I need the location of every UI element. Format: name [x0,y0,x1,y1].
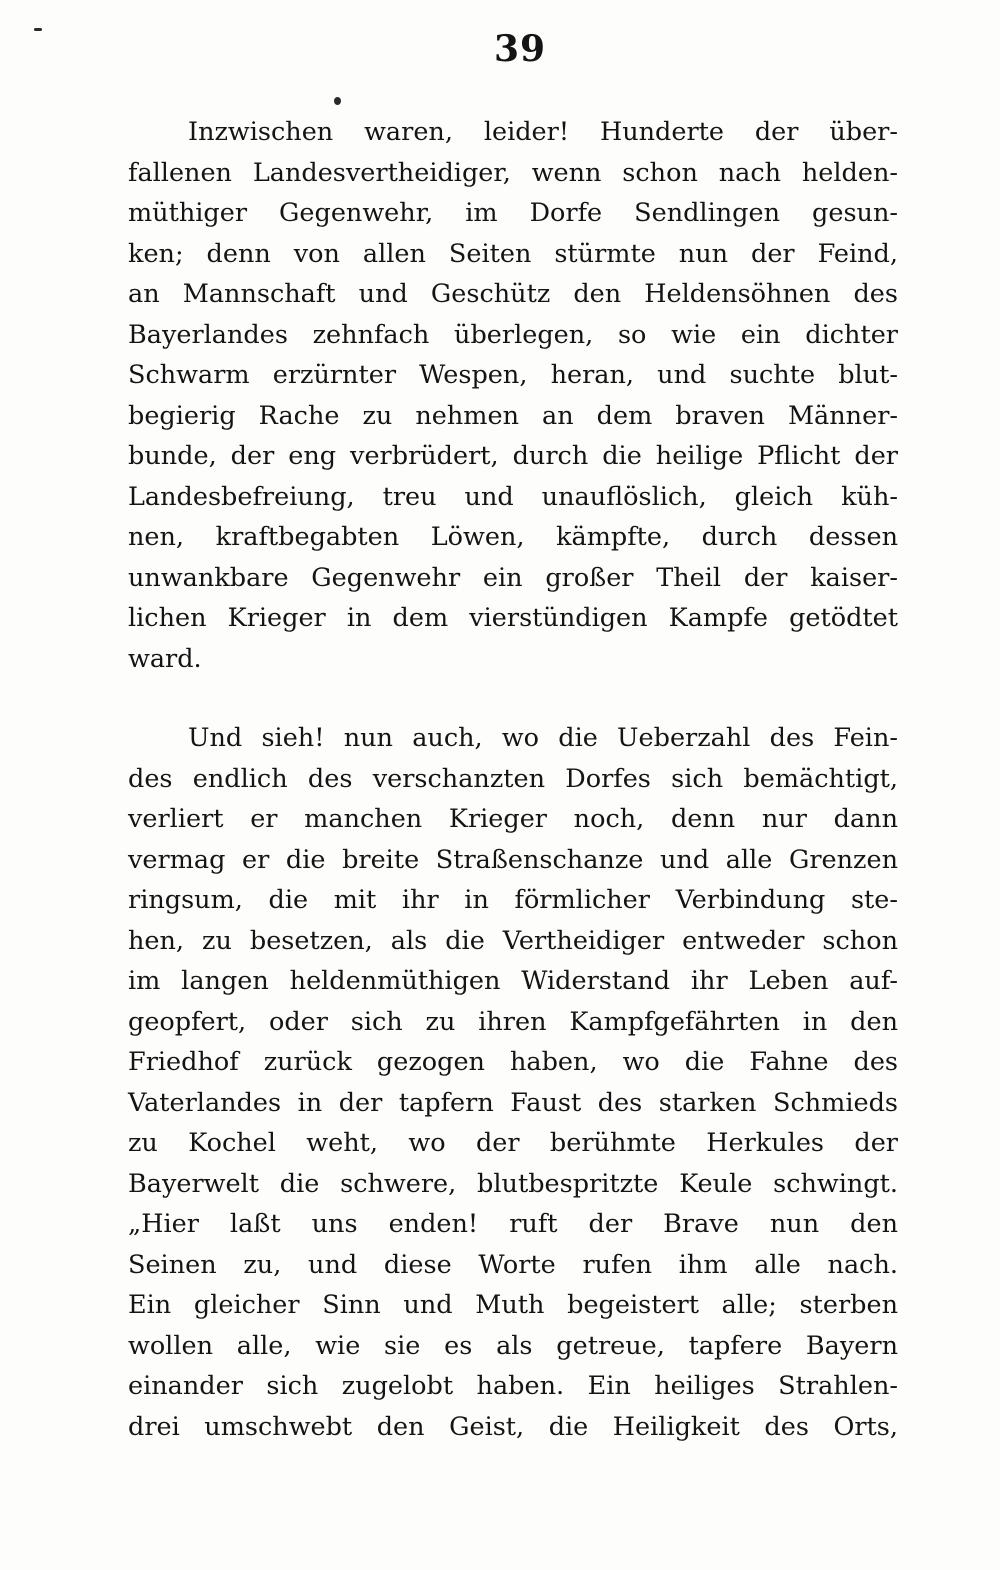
text-line: vermag er die breite Straßenschanze und alle Grenzen [128,844,898,875]
text-line: Ein gleicher Sinn und Muth begeistert alle; sterben [128,1290,898,1320]
text-line: drei umschwebt den Geist, die Heiligkeit des Orts, [128,1411,898,1442]
text-line: Inzwischen waren, leider! Hunderte der über- [188,117,898,147]
text-line: begierig Rache zu nehmen an dem braven Männer- [128,400,898,431]
text-line: ken; denn von allen Seiten stürmte nun der Feind, [128,238,898,269]
text-line: wollen alle, wie sie es als getreue, tapfere Bayern [128,1330,898,1361]
text-line: unwankbare Gegenwehr ein großer Theil der kaiser- [128,562,898,593]
text-line: Bayerlandes zehnfach überlegen, so wie ein dichter [128,319,898,350]
text-line: ringsum, die mit ihr in förmlicher Verbindung ste- [128,885,898,915]
text-line: Schwarm erzürnter Wespen, heran, und suchte blut- [128,360,898,390]
paragraph-1 [128,112,898,679]
text-line: einander sich zugelobt haben. Ein heiliges Strahlen- [128,1371,898,1401]
text-line: im langen heldenmüthigen Widerstand ihr Leben auf- [128,966,898,996]
text-line: Bayerwelt die schwere, blutbespritzte Keule schwingt. [128,1168,898,1199]
text-line: müthiger Gegenwehr, im Dorfe Sendlingen gesun- [128,198,898,228]
page-number: 39 [493,28,547,70]
text-line: des endlich des verschanzten Dorfes sich bemächtigt, [128,763,898,794]
ink-speck-corner [34,28,42,31]
text-line: Vaterlandes in der tapfern Faust des starken Schmieds [128,1087,898,1118]
text-line: „Hier laßt uns enden! ruft der Brave nun den [128,1209,898,1239]
text-line: Friedhof zurück gezogen haben, wo die Fahne des [128,1047,898,1077]
text-line: verliert er manchen Krieger noch, denn nur dann [128,804,898,834]
text-line: Und sieh! nun auch, wo die Ueberzahl des Fein- [188,723,898,753]
text-line: fallenen Landesvertheidiger, wenn schon nach helden- [128,157,898,188]
text-line: zu Kochel weht, wo der berühmte Herkules der [128,1128,898,1158]
text-line: hen, zu besetzen, als die Vertheidiger entweder schon [128,925,898,956]
text-line: ward. [128,643,202,674]
text-line: Seinen zu, und diese Worte rufen ihm alle nach. [128,1249,898,1280]
text-line: geopfert, oder sich zu ihren Kampfgefährten in den [128,1006,898,1037]
text-line: lichen Krieger in dem vierstündigen Kampfe getödtet [128,603,898,633]
paragraph-2 [128,718,898,1447]
text-line: Landesbefreiung, treu und unauflöslich, gleich küh- [128,481,898,512]
text-line: an Mannschaft und Geschütz den Heldensöhnen des [128,279,898,309]
text-line: bunde, der eng verbrüdert, durch die heilige Pflicht der [128,441,898,471]
ink-speck-top [334,97,341,105]
text-line: nen, kraftbegabten Löwen, kämpfte, durch dessen [128,522,898,552]
